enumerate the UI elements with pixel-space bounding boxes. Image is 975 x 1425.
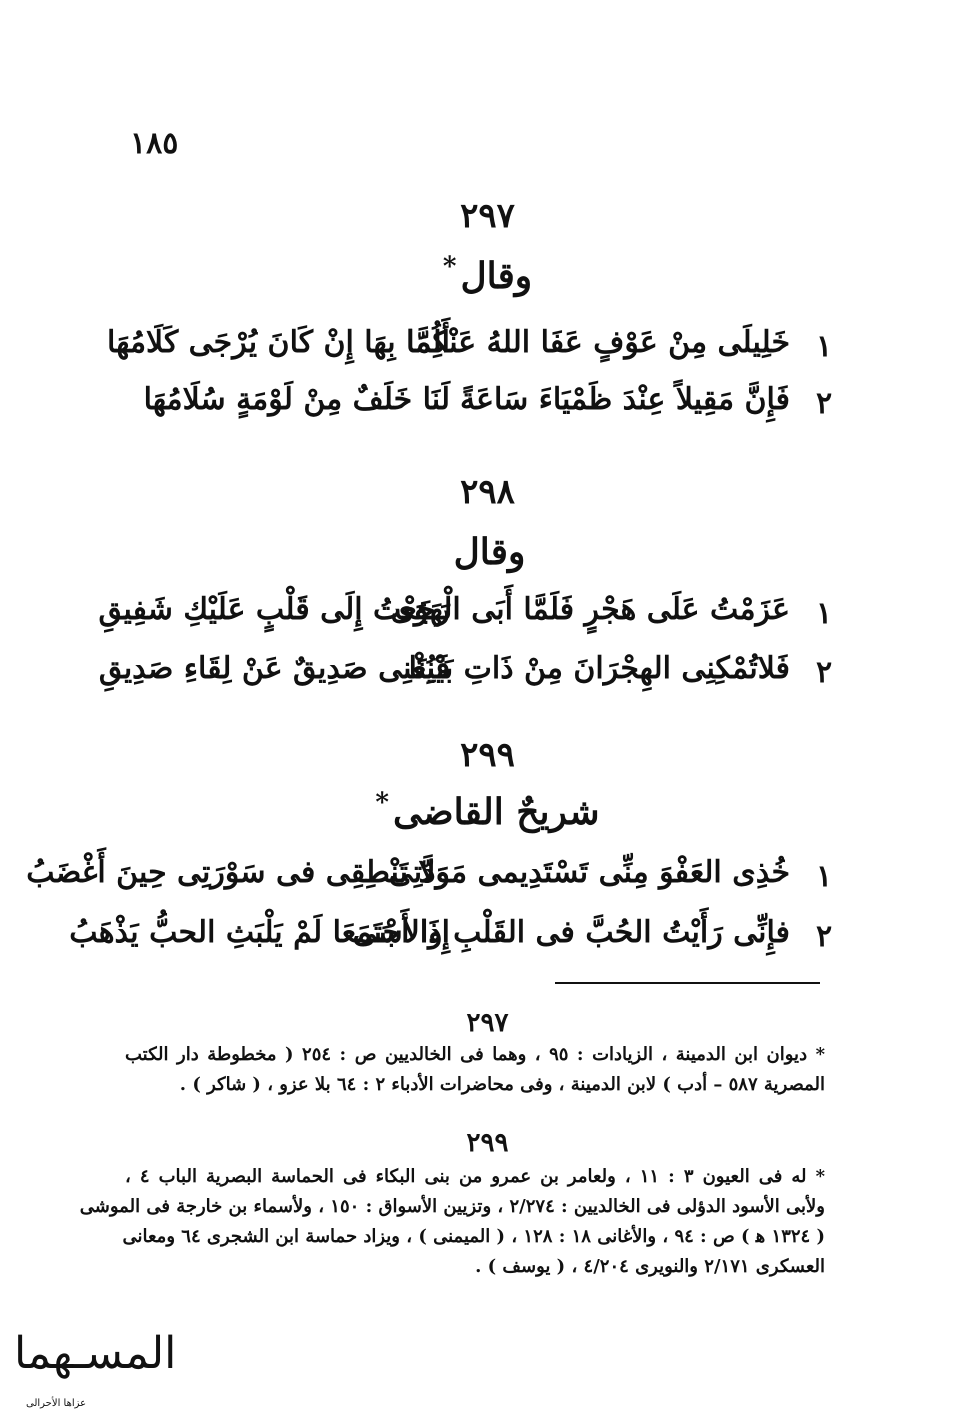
verse-line [98, 592, 842, 644]
footnote-marker: * [375, 788, 390, 818]
footnote-text [79, 1162, 826, 1282]
first-hemistich: فإِنِّى رَأَيْتُ الحُبَّ فى القَلْبِ والأَسَى [352, 915, 790, 950]
second-hemistich: لَنَا خَلَفٌ مِنْ لَوْمَةٍ سُلَامُهَا [143, 382, 450, 417]
first-hemistich: خُذِى العَفْوَ مِنِّى تَسْتَدِيمى مَوَدَّتِى [388, 855, 790, 890]
first-hemistich: عَزَمْتُ عَلَى هَجْرٍ فَلَمَّا أَبَى الْهَوَى [390, 592, 790, 627]
footnote-line: ( ١٣٢٤ ﻫ ) ص : ٩٤ ، والأغانى ١٨ : ١٢٨ ، ( الميمنى ) ، ويزاد حماسة ابن الشجرى ٦٤ ومعانى [122, 1226, 825, 1247]
poem-title [0, 788, 975, 833]
poem-title-text: شريحٌ القاضى [393, 791, 600, 833]
verse-line [98, 651, 842, 703]
footnote-number: ٢٩٧ [466, 1008, 509, 1038]
verse-line [69, 915, 842, 967]
page-number: ١٨٥ [130, 126, 179, 161]
logo-text: المسـهما [14, 1328, 177, 1379]
footnote-line: المصرية ٥٨٧ – أدب ) لابن الدمينة ، وفى محاضرات الأدباء ٢ : ٦٤ بلا عزو ، ( شاكر ) . [179, 1074, 825, 1095]
footnote-line: العسكرى ٢/١٧١ والنويرى ٤/٢٠٤ ، ( يوسف ) . [475, 1256, 825, 1277]
verse-number: ١ [815, 329, 833, 364]
poem-title [0, 528, 975, 573]
poem-number: ٢٩٩ [460, 735, 515, 775]
poem-title [0, 252, 975, 297]
poem-number: ٢٩٧ [460, 196, 515, 236]
footnote-marker: * [442, 252, 457, 282]
poem-title-text: وقال [453, 531, 526, 573]
verse-number: ٢ [815, 655, 833, 690]
watermark-logo [8, 1328, 177, 1418]
first-hemistich: فَإِنَّ مَقِيلاً عِنْدَ ظَمْيَاءَ سَاعَةً [460, 382, 790, 417]
verse-number: ١ [815, 859, 833, 894]
footnote-line: * ديوان ابن الدمينة ، الزيادات : ٩٥ ، وهما فى الخالديين ص : ٢٥٤ ( مخطوطة دار الكتب [125, 1044, 825, 1065]
verse-number: ١ [815, 596, 833, 631]
verse-number: ٢ [815, 386, 833, 421]
footnote-number: ٢٩٩ [466, 1128, 509, 1158]
footnote-separator [555, 982, 820, 984]
footnote-line: * له فى العيون ٣ : ١١ ، ولعامر بن عمرو من بنى البكاء فى الحماسة البصرية الباب ٤ ، [125, 1166, 826, 1187]
logo-subtext: عزاها الأحرالى [26, 1398, 87, 1409]
second-hemistich: فَيُغْنِى صَدِيقٌ عَنْ لِقَاءِ صَدِيقِ [98, 651, 450, 686]
poem-number: ٢٩٨ [460, 472, 515, 512]
second-hemistich: رَجَعْتُ إِلَى قَلْبٍ عَلَيْكِ شَفِيقِ [98, 592, 450, 627]
footnote-text [125, 1040, 825, 1100]
second-hemistich: وَلا تَنْطِقِى فى سَوْرَتِى حِينَ أَغْضَبُ [26, 855, 450, 890]
verse-line [107, 325, 842, 377]
verse-line [120, 382, 842, 434]
second-hemistich: أَلِمَّا بِهَا إِنْ كَانَ يُرْجَى كَلَامُهَا [107, 325, 450, 360]
first-hemistich: خَلِيلَى مِنْ عَوْفٍ عَفَا اللهُ عَنْكُمَا [406, 325, 790, 360]
verse-number: ٢ [815, 919, 833, 954]
verse-line [26, 855, 842, 907]
second-hemistich: إِذَا اجْتَمَعَا لَمْ يَلْبَثِ الحبُّ يَذْهَبُ [69, 915, 450, 950]
poem-title-text: وقال [460, 255, 533, 297]
first-hemistich: فَلاتُمْكِنِى الهِجْرَانَ مِنْ ذَاتِ بَيْنِنَا [408, 651, 790, 686]
footnote-line: ولأبى الأسود الدؤلى فى الخالديين : ٢/٢٧٤ ، وتزيين الأسواق : ١٥٠ ، ولأسماء بن خارجة فى الموشى [79, 1196, 825, 1217]
